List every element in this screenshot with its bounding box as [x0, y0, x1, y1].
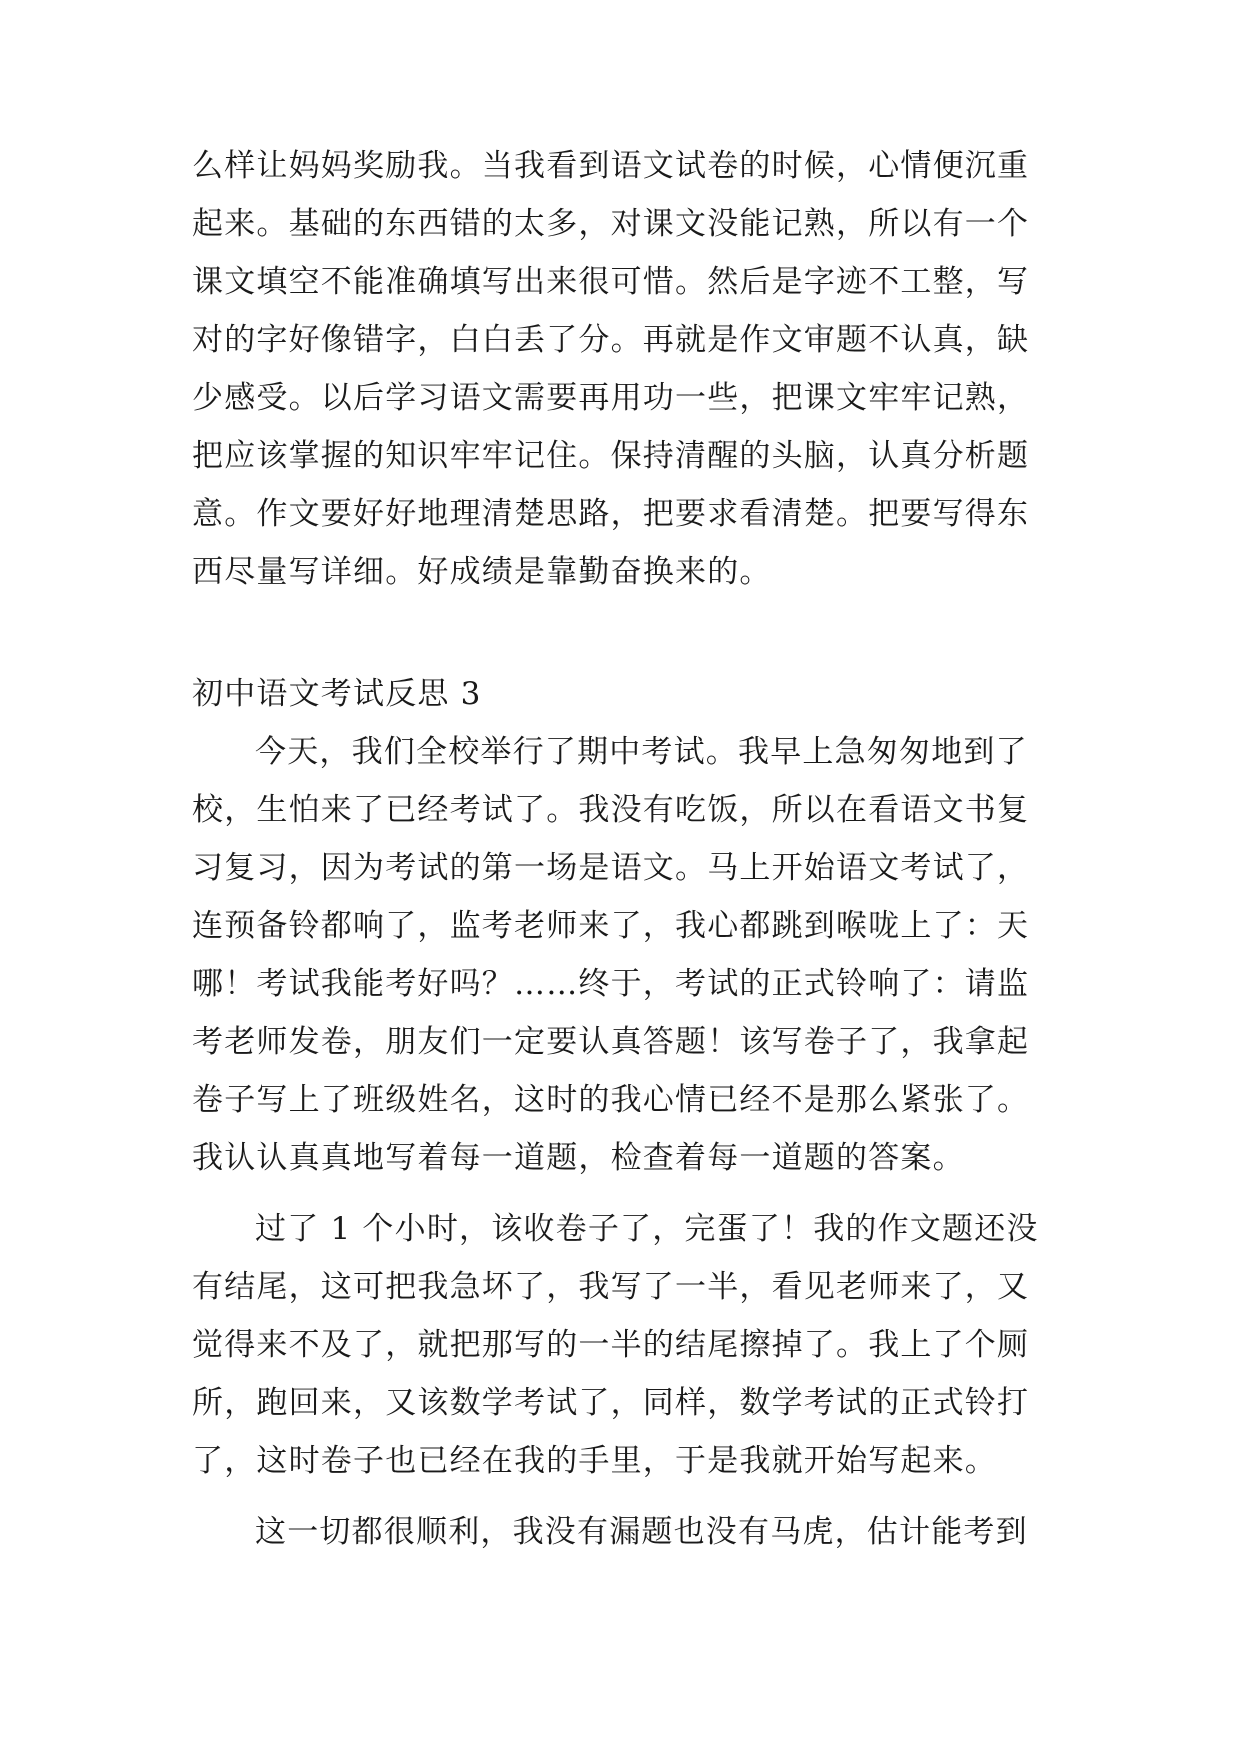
text-line: 起来。基础的东西错的太多，对课文没能记熟，所以有一个: [192, 206, 1030, 242]
text-line: 哪！考试我能考好吗？……终于，考试的正式铃响了：请监: [192, 966, 1030, 1002]
text-line: 今天，我们全校举行了期中考试。我早上急匆匆地到了: [255, 734, 1028, 770]
text-line: 所，跑回来，又该数学考试了，同样，数学考试的正式铃打: [192, 1385, 1030, 1421]
text-line: 卷子写上了班级姓名，这时的我心情已经不是那么紧张了。: [192, 1082, 1030, 1118]
text-line: 我认认真真地写着每一道题，检查着每一道题的答案。: [192, 1140, 965, 1176]
text-line: 觉得来不及了，就把那写的一半的结尾擦掉了。我上了个厕: [192, 1327, 1030, 1363]
text-line: 习复习，因为考试的第一场是语文。马上开始语文考试了，: [192, 850, 1030, 886]
text-line: 有结尾，这可把我急坏了，我写了一半，看见老师来了，又: [192, 1269, 1030, 1305]
text-line: 课文填空不能准确填写出来很可惜。然后是字迹不工整，写: [192, 264, 1030, 300]
text-line: 这一切都很顺利，我没有漏题也没有马虎，估计能考到: [255, 1514, 1028, 1550]
text-line: 连预备铃都响了，监考老师来了，我心都跳到喉咙上了：天: [192, 908, 1030, 944]
text-line: 考老师发卷，朋友们一定要认真答题！该写卷子了，我拿起: [192, 1024, 1030, 1060]
text-line: 对的字好像错字，白白丢了分。再就是作文审题不认真，缺: [192, 322, 1030, 358]
text-line: 了，这时卷子也已经在我的手里，于是我就开始写起来。: [192, 1443, 997, 1479]
text-line: 少感受。以后学习语文需要再用功一些，把课文牢牢记熟，: [192, 380, 1030, 416]
text-line: 过了 1 个小时，该收卷子了，完蛋了！我的作文题还没: [255, 1211, 1039, 1247]
text-line: 校，生怕来了已经考试了。我没有吃饭，所以在看语文书复: [192, 792, 1030, 828]
text-line: 么样让妈妈奖励我。当我看到语文试卷的时候，心情便沉重: [192, 148, 1030, 184]
section-heading: 初中语文考试反思 3: [192, 676, 482, 712]
text-line: 把应该掌握的知识牢牢记住。保持清醒的头脑，认真分析题: [192, 438, 1030, 474]
text-line: 西尽量写详细。好成绩是靠勤奋换来的。: [192, 554, 772, 590]
text-line: 意。作文要好好地理清楚思路，把要求看清楚。把要写得东: [192, 496, 1030, 532]
